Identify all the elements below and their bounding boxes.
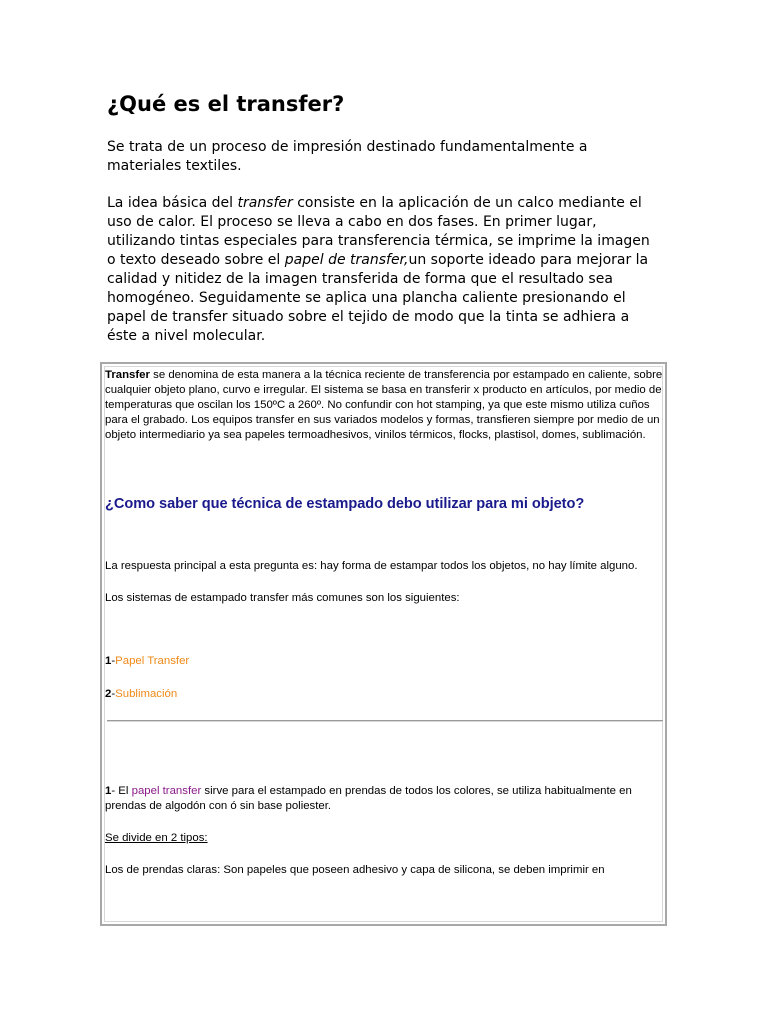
page-title: ¿Qué es el transfer? <box>107 92 345 116</box>
idea-term-transfer: transfer <box>237 195 293 211</box>
idea-term-papel: papel de transfer, <box>284 252 409 268</box>
section-text-pre: - El <box>111 785 132 797</box>
intro-paragraph: Se trata de un proceso de impresión destinado fundamentalmente a materiales textiles. <box>107 139 588 174</box>
transfer-info-box[interactable] <box>100 362 667 926</box>
list-item <box>105 654 665 669</box>
papel-transfer-paragraph <box>105 784 665 814</box>
papel-transfer-inline-link[interactable]: papel transfer <box>131 785 202 797</box>
item-separator: - <box>111 688 116 700</box>
section-number: 1 <box>105 785 112 797</box>
question-heading: ¿Como saber que técnica de estampado debo utilizar para mi objeto? <box>105 496 585 512</box>
sublimacion-link[interactable]: Sublimación <box>115 688 178 700</box>
idea-text-1: La idea básica del <box>107 195 238 211</box>
systems-intro: Los sistemas de estampado transfer más comunes son los siguientes: <box>105 592 460 604</box>
divide-heading: Se divide en 2 tipos: <box>105 832 208 844</box>
section-text-post: sirve para el estampado en prendas de todos los colores, se utiliza habitualmente en prendas de algodón con ó sin base poliester. <box>105 785 632 812</box>
idea-text-2: consiste en la aplicación de un calco mediante el uso de calor. El proceso se lleva a cabo en dos fases. En primer lugar, utilizando tintas especiales para transferencia térmica, se imprime la imagen o texto deseado sobre el <box>107 195 650 268</box>
answer-paragraph: La respuesta principal a esta pregunta es: hay forma de estampar todos los objetos, no hay límite alguno. <box>105 560 638 572</box>
idea-text-3: un soporte ideado para mejorar la calidad y nitidez de la imagen transferida de forma que el resultado sea homogéneo. Seguidamente se aplica una plancha caliente presionando el papel de transfer situado sobre el tejido de modo que la tinta se adhiera a éste a nivel molecular. <box>107 252 649 344</box>
definition-term: Transfer <box>105 369 150 381</box>
claras-paragraph: Los de prendas claras: Son papeles que poseen adhesivo y capa de silicona, se deben imprimir en <box>105 864 605 876</box>
papel-transfer-link[interactable]: Papel Transfer <box>115 655 190 667</box>
section-divider <box>107 720 663 722</box>
list-item <box>105 687 665 702</box>
definition-paragraph <box>105 368 665 443</box>
item-number: 1 <box>105 655 112 667</box>
definition-text: se denomina de esta manera a la técnica reciente de transferencia por estampado en caliente, sobre cualquier objeto plano, curvo e irregular. El sistema se basa en transferir x producto en artículos, por medio de temperaturas que oscilan los 150ºC a 260º. No confundir con hot stamping, ya que este mismo utiliza cuños para el grabado. Los equipos transfer en sus variados modelos y formas, transfieren siempre por medio de un objeto intermediario ya sea papeles termoadhesivos, vinilos térmicos, flocks, plastisol, domes, sublimación. <box>105 369 663 441</box>
idea-paragraph <box>107 194 652 346</box>
item-separator: - <box>111 655 116 667</box>
item-number: 2 <box>105 688 112 700</box>
box-content <box>105 368 665 878</box>
